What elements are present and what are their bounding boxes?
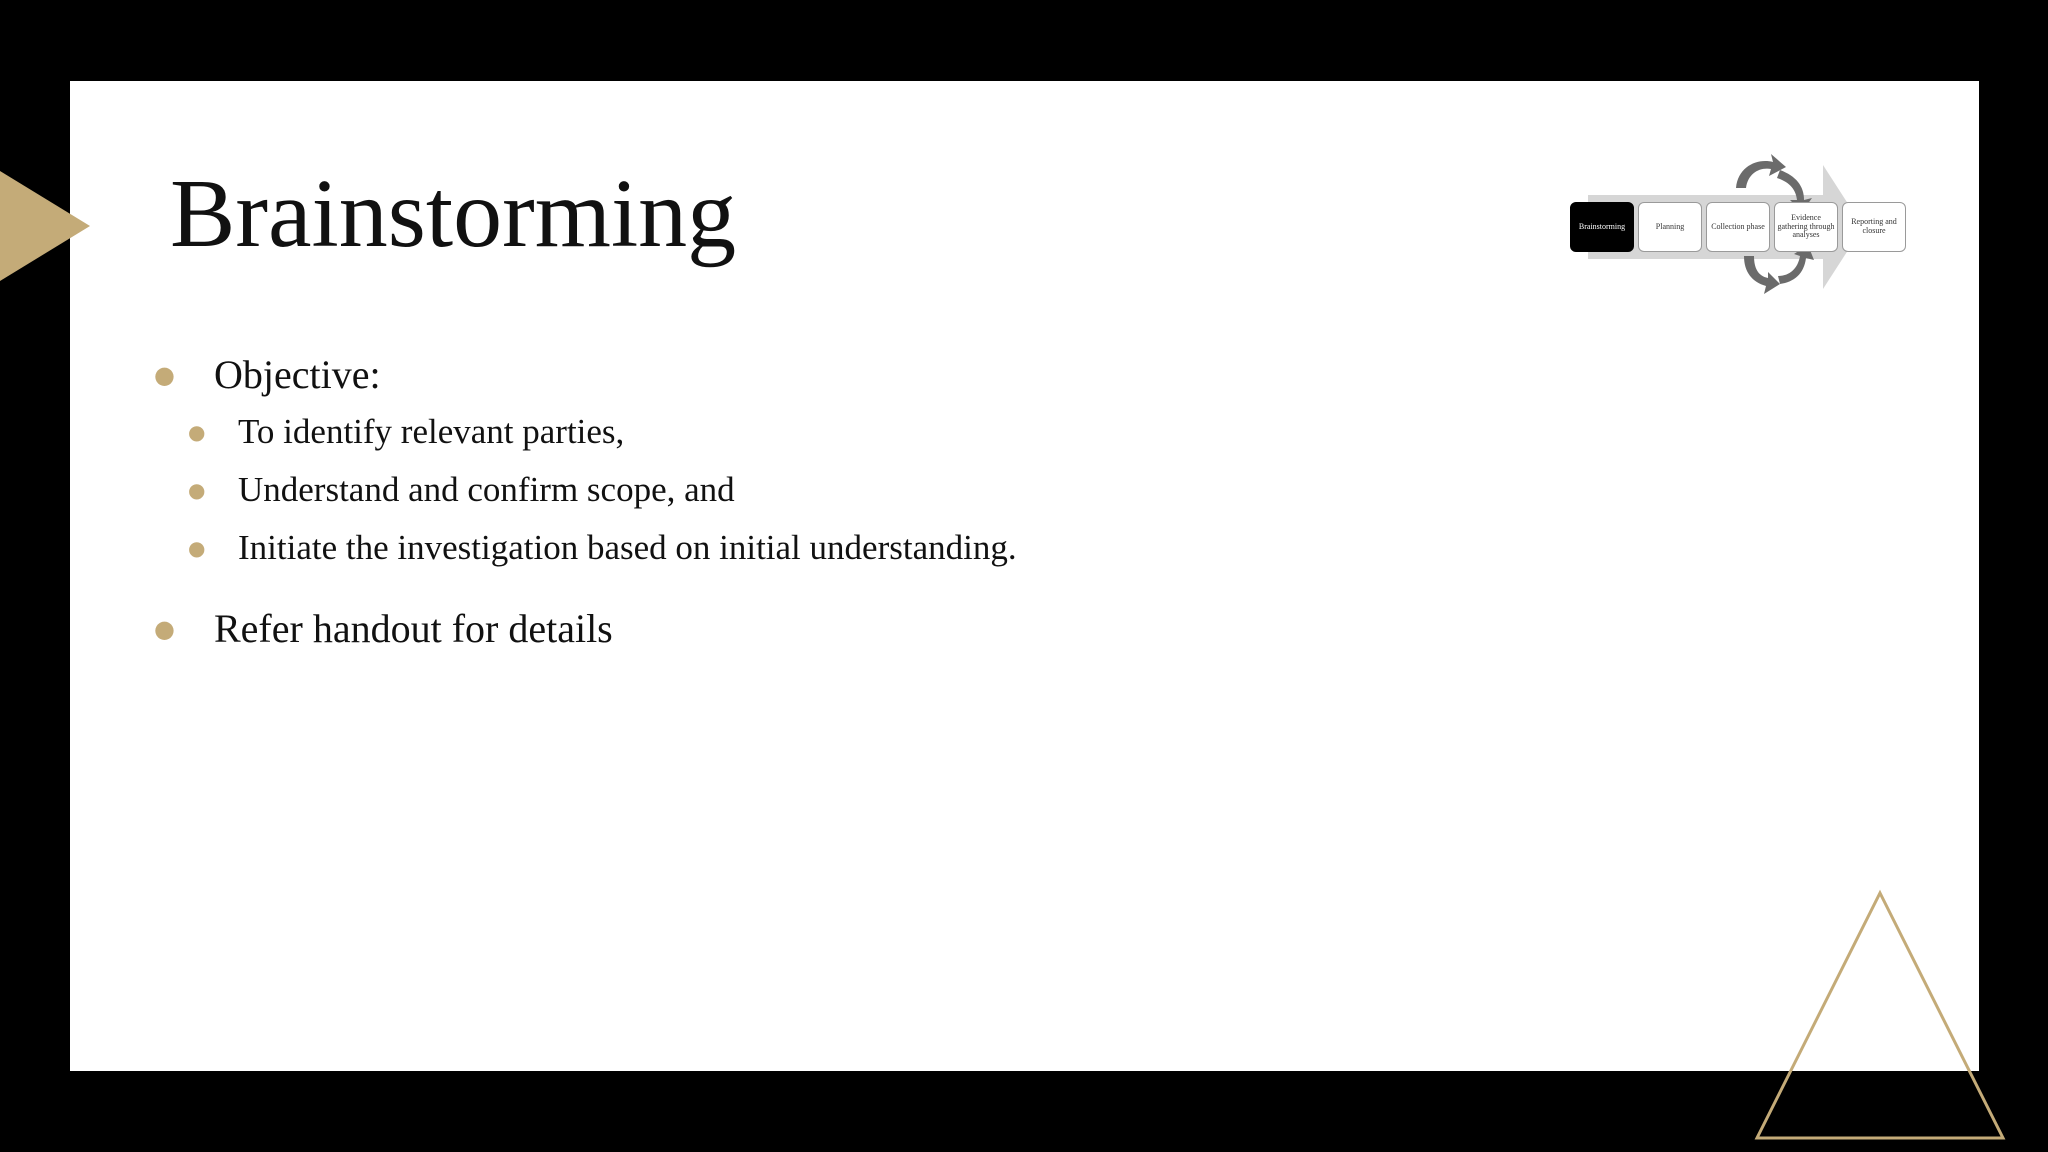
- bullet-objective: [150, 347, 1350, 403]
- bullet-list: [150, 347, 1350, 657]
- sub-bullet-initiate-investigation: [150, 519, 1350, 577]
- bullet-text: To identify relevant parties,: [238, 412, 625, 451]
- step-planning: Planning: [1638, 202, 1702, 252]
- process-diagram: [1568, 150, 1918, 310]
- sub-bullet-identify-parties: [150, 403, 1350, 461]
- bullet-dot-icon: ●: [154, 361, 175, 389]
- step-reporting-closure: Reporting and closure: [1842, 202, 1906, 252]
- bullet-text: Understand and confirm scope, and: [238, 470, 735, 509]
- step-brainstorming: Brainstorming: [1570, 202, 1634, 252]
- bullet-text: Initiate the investigation based on initial understanding.: [238, 528, 1017, 567]
- bullet-refer-handout: [150, 601, 1350, 657]
- outline-triangle-decoration: [1750, 888, 2010, 1144]
- bullet-text: Refer handout for details: [214, 606, 613, 651]
- bullet-dot-icon: ●: [154, 615, 175, 643]
- step-evidence-gathering: Evidence gathering through analyses: [1774, 202, 1838, 252]
- gold-triangle-accent: [0, 171, 90, 281]
- bullet-dot-icon: ●: [188, 420, 206, 444]
- bullet-spacer: [150, 577, 1350, 601]
- sub-bullet-confirm-scope: [150, 461, 1350, 519]
- step-collection-phase: Collection phase: [1706, 202, 1770, 252]
- bullet-text: Objective:: [214, 352, 381, 397]
- bullet-dot-icon: ●: [188, 478, 206, 502]
- slide-title: Brainstorming: [170, 160, 737, 268]
- bullet-dot-icon: ●: [188, 536, 206, 560]
